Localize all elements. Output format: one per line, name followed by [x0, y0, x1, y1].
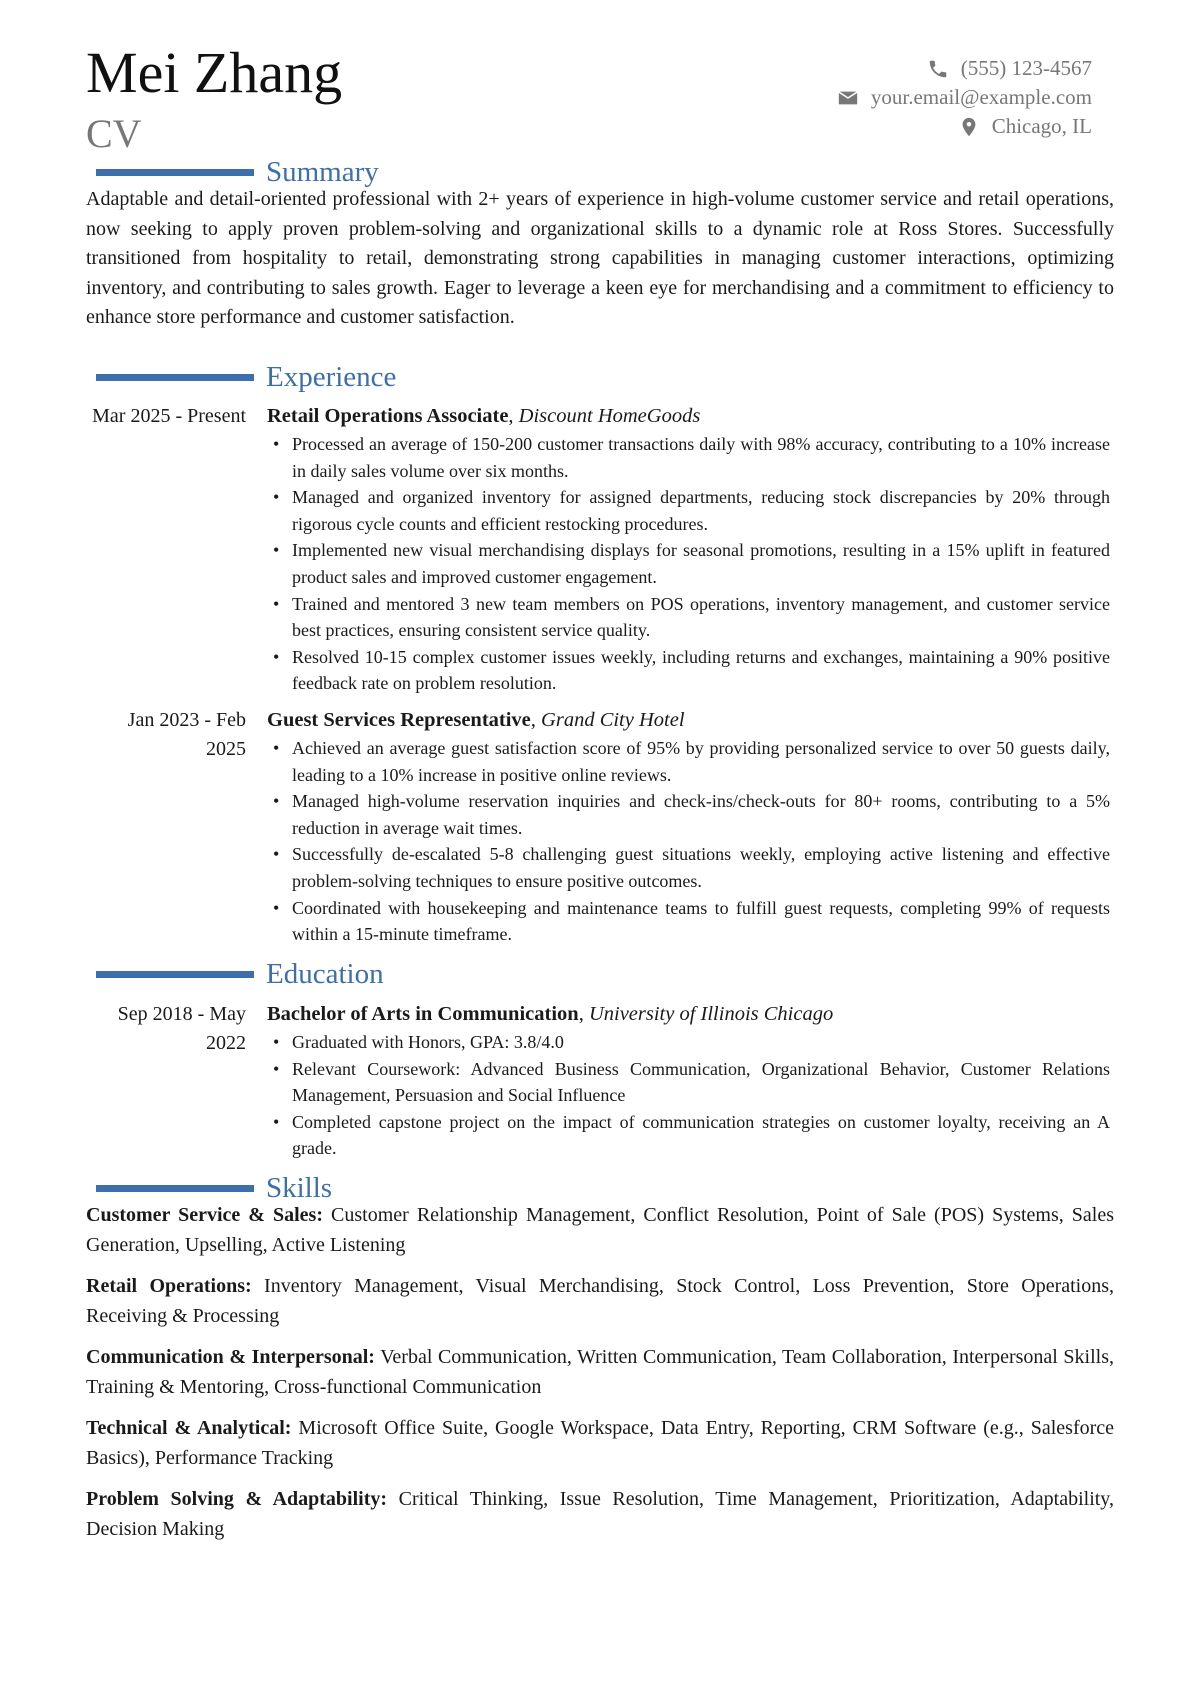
- map-pin-icon: [956, 116, 980, 138]
- entry-bullets: [267, 1029, 1110, 1162]
- bullet-item: • Managed and organized inventory for assigned departments, reducing stock discrepancies by 20% through rigorous cycle counts and efficient restocking procedures.: [267, 484, 1110, 537]
- bullet-item: • Relevant Coursework: Advanced Business Communication, Organizational Behavior, Customer Relations Management, Persuasion and Social Influence: [267, 1056, 1110, 1109]
- entry-bullets: [267, 735, 1110, 948]
- document-subtitle: CV: [86, 111, 142, 156]
- section-accent-bar: [96, 1185, 254, 1192]
- skill-group: [86, 1485, 1114, 1544]
- entry-date: Jan 2023 - Feb 2025: [127, 709, 246, 760]
- contact-email: [835, 83, 1092, 112]
- phone-text[interactable]: (555) 123-4567: [960, 56, 1092, 80]
- section-accent-bar: [96, 374, 254, 381]
- skill-group-label: Retail Operations:: [86, 1275, 252, 1297]
- entry-date: Mar 2025 - Present: [92, 405, 246, 427]
- experience-section-heading: [96, 360, 396, 394]
- entry-date: Sep 2018 - May 2022: [117, 1003, 246, 1054]
- skill-group-items: Critical Thinking, Issue Resolution, Time Management, Prioritization, Adaptability, Decision Making: [86, 1488, 1115, 1540]
- summary-section-heading: [96, 155, 379, 189]
- bullet-item: • Completed capstone project on the impact of communication strategies on customer loyalty, receiving an A grade.: [267, 1109, 1110, 1162]
- contact-phone: [835, 54, 1092, 83]
- candidate-name: Mei Zhang: [86, 40, 343, 105]
- bullet-item: • Managed high-volume reservation inquiries and check-ins/check-outs for 80+ rooms, contributing to a 5% reduction in average wait times.: [267, 788, 1110, 841]
- skill-group-items: Customer Relationship Management, Conflict Resolution, Point of Sale (POS) Systems, Sales Generation, Upselling, Active Listening: [86, 1204, 1114, 1256]
- bullet-item: • Successfully de-escalated 5-8 challenging guest situations weekly, employing active listening and effective problem-solving techniques to ensure positive outcomes.: [267, 841, 1110, 894]
- skills-section-heading: [96, 1171, 332, 1205]
- bullet-item: • Coordinated with housekeeping and maintenance teams to fulfill guest requests, completing 99% of requests within a 15-minute timeframe.: [267, 895, 1110, 948]
- contact-block: [835, 54, 1092, 141]
- entry-bullets: [267, 431, 1110, 697]
- skill-group-label: Customer Service & Sales:: [86, 1204, 323, 1226]
- section-accent-bar: [96, 971, 254, 978]
- entry-degree: Bachelor of Arts in Communication: [267, 1003, 579, 1025]
- location-text: Chicago, IL: [991, 114, 1092, 138]
- section-title: Experience: [266, 361, 397, 393]
- skill-group-items: Microsoft Office Suite, Google Workspace, Data Entry, Reporting, CRM Software (e.g., Salesforce Basics), Performance Tracking: [86, 1417, 1115, 1469]
- skill-group-label: Technical & Analytical:: [86, 1417, 292, 1439]
- section-title: Skills: [266, 1172, 333, 1204]
- entry-heading: Guest Services Representative, Grand City Hotel: [267, 709, 685, 731]
- section-title: Education: [266, 958, 384, 990]
- bullet-item: • Graduated with Honors, GPA: 3.8/4.0: [267, 1029, 1110, 1056]
- entry-organization: Grand City Hotel: [541, 709, 685, 731]
- skill-group: [86, 1201, 1114, 1260]
- envelope-icon: [835, 87, 859, 109]
- skill-group: [86, 1343, 1114, 1402]
- skill-group-label: Problem Solving & Adaptability:: [86, 1488, 388, 1510]
- entry-role: Guest Services Representative: [267, 709, 531, 731]
- phone-icon: [925, 58, 949, 80]
- skill-group-items: Verbal Communication, Written Communication, Team Collaboration, Interpersonal Skills, Training & Mentoring, Cross-functional Communication: [86, 1346, 1115, 1398]
- skill-group-items: Inventory Management, Visual Merchandising, Stock Control, Loss Prevention, Store Operations, Receiving & Processing: [86, 1275, 1115, 1327]
- entry-heading: Bachelor of Arts in Communication, University of Illinois Chicago: [267, 1003, 834, 1025]
- entry-institution: University of Illinois Chicago: [588, 1003, 834, 1025]
- entry-organization: Discount HomeGoods: [518, 405, 701, 427]
- email-text[interactable]: your.email@example.com: [870, 85, 1092, 109]
- bullet-item: • Implemented new visual merchandising displays for seasonal promotions, resulting in a 15% uplift in featured product sales and improved customer engagement.: [267, 537, 1110, 590]
- bullet-item: • Achieved an average guest satisfaction score of 95% by providing personalized service to over 50 guests daily, leading to a 10% increase in positive online reviews.: [267, 735, 1110, 788]
- skill-group: [86, 1414, 1114, 1473]
- section-title: Summary: [266, 156, 379, 188]
- summary-text: Adaptable and detail-oriented professional with 2+ years of experience in high-volume customer service and retail operations, now seeking to apply proven problem-solving and organizational skills to a dynamic role at Ross Stores. Successfully transitioned from hospitality to retail, demonstrating strong capabilities in managing customer interactions, optimizing inventory, and contributing to sales growth. Eager to leverage a keen eye for merchandising and a commitment to efficiency to enhance store performance and customer satisfaction.: [86, 188, 1114, 328]
- skill-group: [86, 1272, 1114, 1331]
- section-accent-bar: [96, 169, 254, 176]
- bullet-item: • Trained and mentored 3 new team members on POS operations, inventory management, and customer service best practices, ensuring consistent service quality.: [267, 591, 1110, 644]
- bullet-item: • Processed an average of 150-200 customer transactions daily with 98% accuracy, contributing to a 10% increase in daily sales volume over six months.: [267, 431, 1110, 484]
- education-section-heading: [96, 957, 384, 991]
- bullet-item: • Resolved 10-15 complex customer issues weekly, including returns and exchanges, maintaining a 90% positive feedback rate on problem resolution.: [267, 644, 1110, 697]
- entry-heading: Retail Operations Associate, Discount HomeGoods: [267, 405, 701, 427]
- contact-location: [835, 112, 1092, 141]
- entry-role: Retail Operations Associate: [267, 405, 509, 427]
- skill-group-label: Communication & Interpersonal:: [86, 1346, 375, 1368]
